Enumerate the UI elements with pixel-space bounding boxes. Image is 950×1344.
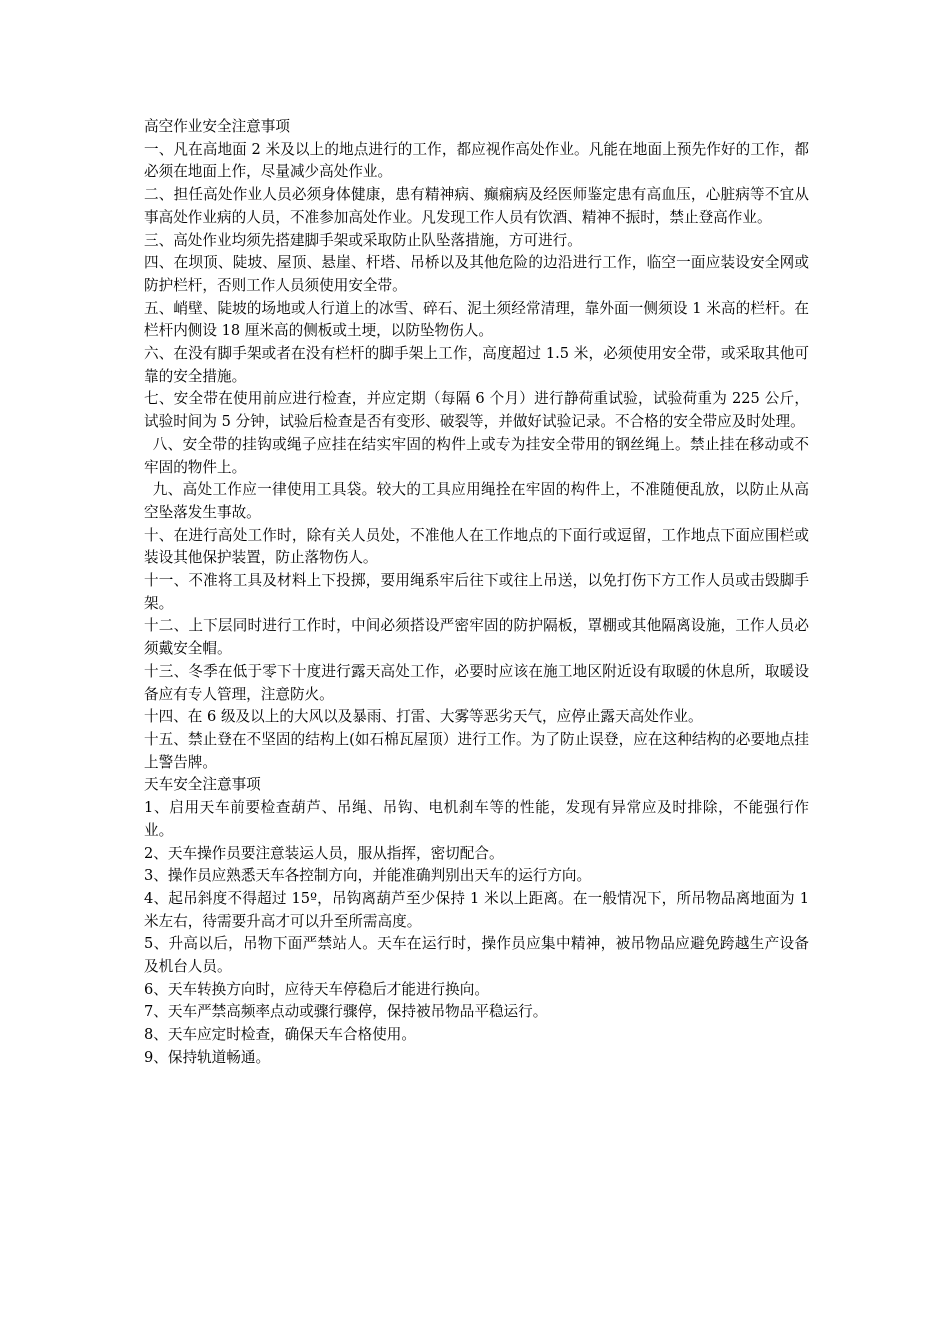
document-body (144, 116, 809, 1070)
section-heading: 高空作业安全注意事项 (144, 118, 290, 135)
list-item: 十五、禁止登在不坚固的结构上(如石棉瓦屋顶）进行工作。为了防止误登，应在这种结构的必要地点挂上警告牌。 (144, 730, 809, 771)
list-item: 6、天车转换方向时，应待天车停稳后才能进行换向。 (144, 980, 489, 998)
list-item: 一、凡在高地面 2 米及以上的地点进行的工作，都应视作高处作业。凡能在地面上预先作好的工作，都必须在地面上作，尽量减少高处作业。 (144, 140, 809, 181)
list-item: 十二、上下层同时进行工作时，中间必须搭设严密牢固的防护隔板，罩棚或其他隔离设施，工作人员必须戴安全帽。 (144, 617, 809, 658)
list-item: 五、峭壁、陡坡的场地或人行道上的冰雪、碎石、泥土须经常清理，靠外面一侧须设 1 米高的栏杆。在栏杆内侧设 18 厘米高的侧板或土埂，以防坠物伤人。 (144, 299, 809, 340)
list-item: 2、天车操作员要注意装运人员，服从指挥，密切配合。 (144, 844, 504, 862)
list-item: 三、高处作业均须先搭建脚手架或采取防止队坠落措施，方可进行。 (144, 231, 582, 249)
list-item: 7、天车严禁高频率点动或骤行骤停，保持被吊物品平稳运行。 (144, 1003, 548, 1021)
list-item: 1、启用天车前要检查葫芦、吊绳、吊钩、电机刹车等的性能，发现有异常应及时排除，不能强行作业。 (144, 799, 809, 839)
list-item: 8、天车应定时检查，确保天车合格使用。 (144, 1026, 416, 1044)
list-item: 十四、在 6 级及以上的大风以及暴雨、打雷、大雾等恶劣天气，应停止露天高处作业。 (144, 708, 703, 726)
list-item: 七、安全带在使用前应进行检查，并应定期（每隔 6 个月）进行静荷重试验，试验荷重为 225 公斤，试验时间为 5 分钟，试验后检查是否有变形、破裂等，并做好试验记录。不合格的安全带应及时处理。 (144, 390, 809, 431)
list-item: 十三、冬季在低于零下十度进行露天高处工作，必要时应该在施工地区附近设有取暖的休息所，取暖设备应有专人管理，注意防火。 (144, 662, 809, 703)
list-item: 4、起吊斜度不得超过 15º，吊钩离葫芦至少保持 1 米以上距离。在一般情况下，所吊物品离地面为 1 米左右，待需要升高才可以升至所需高度。 (144, 889, 809, 930)
list-item: 六、在没有脚手架或者在没有栏杆的脚手架上工作，高度超过 1.5 米，必须使用安全带，或采取其他可靠的安全措施。 (144, 345, 809, 385)
list-item: 九、高处工作应一律使用工具袋。较大的工具应用绳拴在牢固的构件上，不准随便乱放，以防止从高空坠落发生事故。 (144, 481, 809, 521)
list-item: 3、操作员应熟悉天车各控制方向，并能准确判别出天车的运行方向。 (144, 867, 592, 885)
list-item: 9、保持轨道畅通。 (144, 1048, 271, 1066)
list-item: 二、担任高处作业人员必须身体健康，患有精神病、癫痫病及经医师鉴定患有高血压，心脏病等不宜从事高处作业病的人员，不准参加高处作业。凡发现工作人员有饮酒、精神不振时，禁止登高作业。 (144, 186, 809, 226)
list-item: 八、安全带的挂钩或绳子应挂在结实牢固的构件上或专为挂安全带用的钢丝绳上。禁止挂在移动或不牢固的物件上。 (144, 435, 809, 476)
list-item: 四、在坝顶、陡坡、屋顶、悬崖、杆塔、吊桥以及其他危险的边沿进行工作，临空一面应装设安全网或防护栏杆，否则工作人员须使用安全带。 (144, 254, 809, 294)
list-item: 十、在进行高处工作时，除有关人员处，不准他人在工作地点的下面行或逗留，工作地点下面应围栏或装设其他保护装置，防止落物伤人。 (144, 526, 809, 567)
section-heading: 天车安全注意事项 (144, 776, 261, 794)
list-item: 5、升高以后，吊物下面严禁站人。天车在运行时，操作员应集中精神，被吊物品应避免跨越生产设备及机台人员。 (144, 935, 809, 976)
list-item: 十一、不准将工具及材料上下投掷，要用绳系牢后往下或往上吊送，以免打伤下方工作人员或击毁脚手架。 (144, 572, 809, 612)
